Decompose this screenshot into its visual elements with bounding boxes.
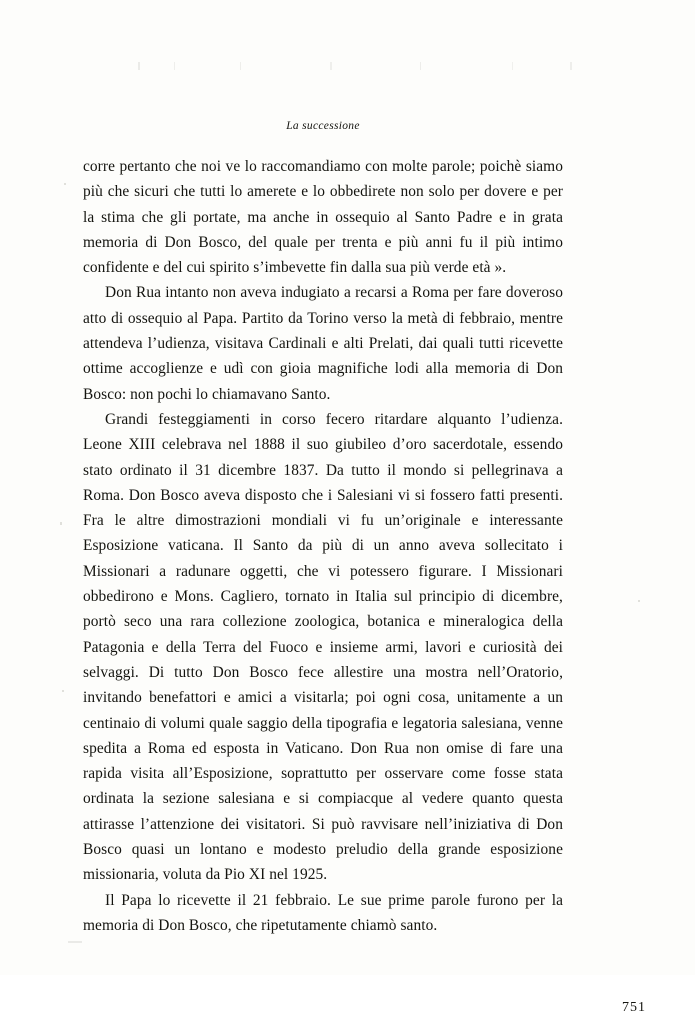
scan-speckle	[68, 941, 82, 943]
scan-artifact-band	[120, 62, 635, 70]
paragraph: Don Rua intanto non aveva indugiato a recarsi a Roma per fare doveroso atto di ossequio al Papa. Partito da Torino verso la metà di febbraio, mentre attendeva l’udienza, visitava Cardinali e alti Prelati, dai quali tutti ricevette ottime accoglienze e udì con gioia magnifiche lodi alla memoria di Don Bosco: non pochi lo chiamavano Santo.	[83, 284, 563, 403]
page-number: 751	[622, 1000, 646, 1015]
scan-speckle	[62, 690, 64, 692]
paragraph: Grandi festeggiamenti in corso fecero ritardare alquanto l’udienza. Leone XIII celebrava nel 1888 il suo giubileo d’oro sacerdotale, essendo stato ordinato il 31 dicembre 1837. Da tutto il mondo si pellegrinava a Roma. Don Bosco aveva disposto che i Salesiani vi si fossero fatti presenti. Fra le altre dimostrazioni mondiali vi fu un’originale e interessante Esposizione vaticana. Il Santo da più di un anno aveva sollecitato i Missionari a radunare oggetti, che vi potessero figurare. I Missionari obbedirono e Mons. Cagliero, tornato in Italia sul principio di dicembre, portò seco una rara collezione zoologica, botanica e mineralogica della Patagonia e della Terra del Fuoco e insieme armi, lavori e curiosità dei selvaggi. Di tutto Don Bosco fece allestire una mostra nell’Oratorio, invitando benefattori e amici a visitarla; poi ogni cosa, unitamente a un centinaio di volumi quale saggio della tipografia e legatoria salesiana, venne spedita a Roma ed esposta in Vaticano. Don Rua non omise di fare una rapida visita all’Esposizione, soprattutto per osservare come fosse stata ordinata la sezione salesiana e si compiacque al vedere quanto questa attirasse l’attenzione dei visitatori. Si può ravvisare nell’iniziativa di Don Bosco quasi un lontano e modesto preludio della grande esposizione missionaria, voluta da Pio XI nel 1925.	[83, 410, 563, 884]
scan-speckle	[64, 183, 66, 185]
page-content	[83, 120, 646, 1015]
scan-speckle	[638, 600, 640, 602]
paragraph: Il Papa lo ricevette il 21 febbraio. Le sue prime parole furono per la memoria di Don Bosco, che ripetutamente chiamò santo.	[83, 891, 563, 934]
paragraph: corre pertanto che noi ve lo raccomandiamo con molte parole; poichè siamo più che sicuri che tutti lo amerete e lo obbedirete non solo per dovere e per la stima che gli portate, ma anche in ossequio al Santo Padre e in grata memoria di Don Bosco, del quale per trenta e più anni fu il più intimo confidente e del cui spirito s’imbevette fin dalla sua più verde età ».	[83, 158, 563, 277]
scan-speckle	[60, 522, 62, 525]
body-text	[83, 154, 563, 938]
running-head: La successione	[286, 120, 360, 132]
